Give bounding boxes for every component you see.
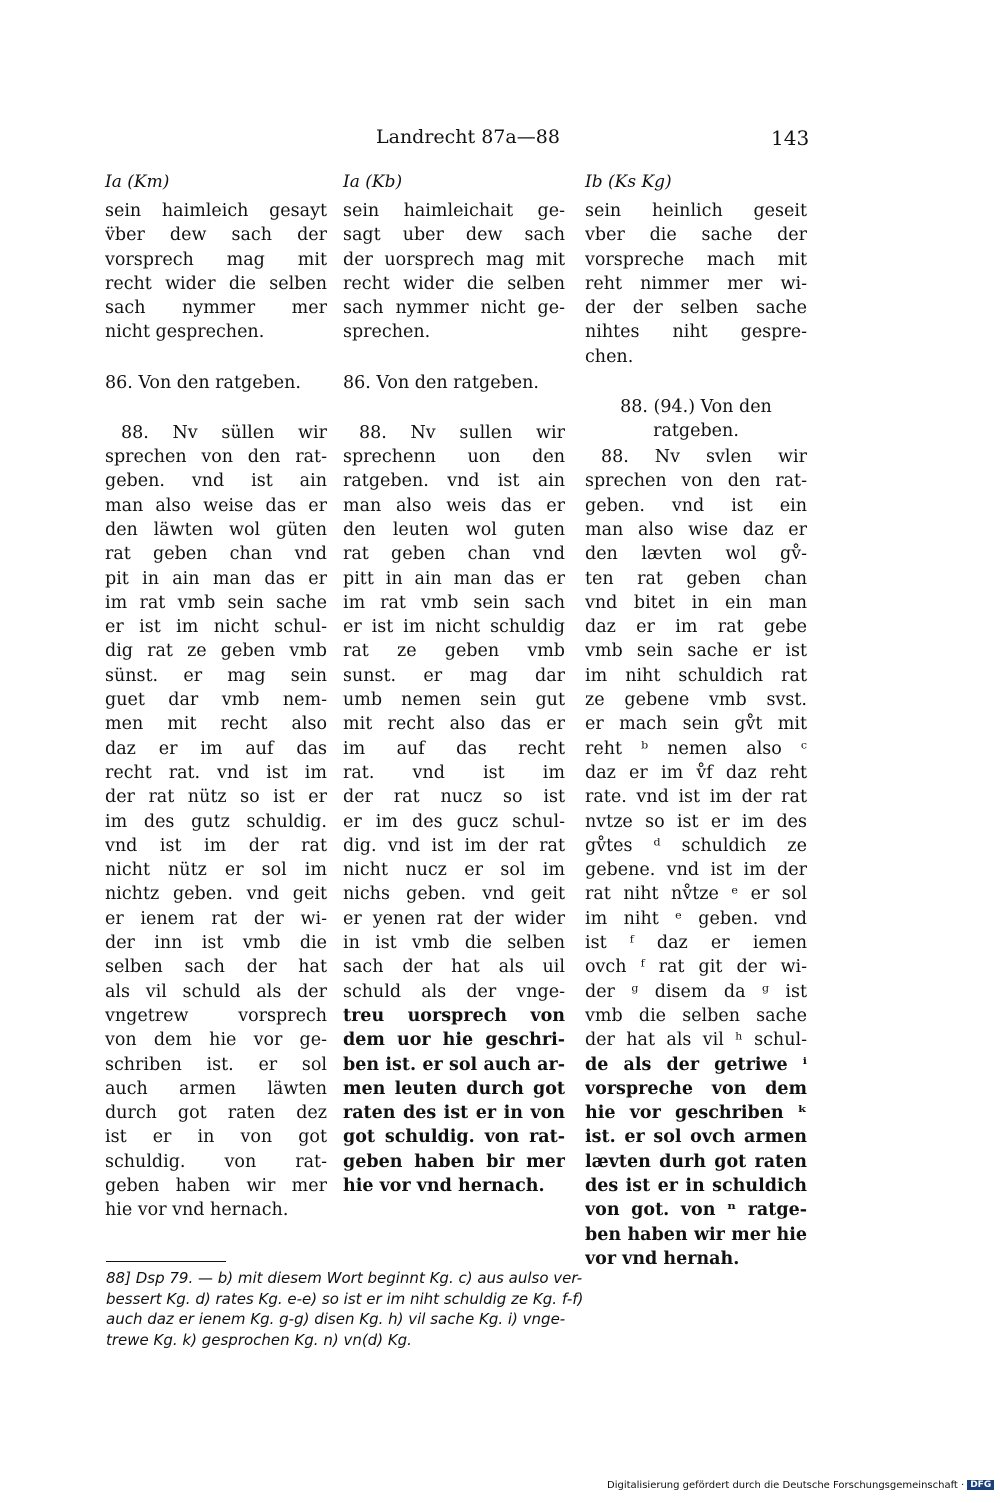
text-line: den leuten wol guten — [343, 519, 565, 540]
text-line: sach der hat als uil — [343, 957, 565, 978]
text-line: 86. Von den ratgeben. — [105, 372, 301, 393]
text-line: rat. vnd ist im — [343, 762, 565, 783]
text-line: 88. Nv süllen wir — [121, 422, 327, 443]
text-line: vnd ist im der rat — [105, 835, 327, 856]
text-line: der inn ist vmb die — [105, 933, 327, 954]
text-line: er ist im nicht schuldig — [343, 617, 565, 638]
text-line: vmb sein sache er ist — [585, 641, 807, 662]
text-line: daz er im rat gebe — [585, 617, 807, 638]
text-line: sein heinlich geseit — [585, 201, 807, 221]
text-line: sein haimleichait ge- — [343, 201, 565, 221]
text-line: geben haben bir mer — [343, 1151, 565, 1172]
text-line: v̈ber dew sach der — [105, 225, 327, 246]
text-line: sagt uber dew sach — [343, 225, 565, 246]
running-title: Landrecht 87a—88 — [376, 126, 560, 148]
text-line: nvtze so ist er im des — [585, 811, 807, 832]
text-line: daz er im v̊f daz reht — [585, 762, 807, 783]
text-line: ratgeben. vnd ist ain — [343, 471, 565, 492]
text-line: vmb die selben sache — [585, 1005, 807, 1026]
text-line: rat geben chan vnd — [105, 544, 327, 565]
text-line: schuld als der vnge- — [343, 981, 565, 1002]
text-line: nihtes niht gespre- — [585, 322, 807, 343]
text-line: sprechen von den rat- — [105, 447, 327, 468]
text-line: nichtz geben. vnd geit — [105, 884, 327, 905]
text-line: ben ist. er sol auch ar- — [343, 1054, 565, 1075]
text-line: reht ᵇ nemen also ᶜ — [585, 738, 807, 759]
text-line: geben. vnd ist ain — [105, 471, 327, 492]
text-line: ze gebene vmb svst. — [585, 690, 807, 711]
text-line: er im des gucz schul- — [343, 811, 565, 832]
text-line: pit in ain man das er — [105, 568, 327, 589]
text-line: vngetrew vorsprech — [105, 1005, 327, 1026]
dfg-credit — [607, 1480, 994, 1491]
text-line: im niht ᵉ geben. vnd — [585, 908, 807, 929]
text-line: sunst. er mag dar — [343, 665, 565, 686]
text-line: im niht schuldich rat — [585, 665, 807, 686]
text-line: treu uorsprech von — [343, 1005, 565, 1026]
text-line: vorspreche von dem — [585, 1078, 807, 1099]
text-line: ist ᶠ daz er iemen — [585, 933, 807, 954]
text-line: nicht gesprechen. — [105, 322, 265, 343]
text-line: im rat vmb sein sache — [105, 592, 327, 613]
footnote-line: auch daz er ienem Kg. g-g) disen Kg. h) vil sache Kg. i) vnge- — [106, 1310, 566, 1328]
text-line: vber die sache der — [585, 225, 807, 246]
text-line: er yenen rat der wider — [343, 908, 565, 929]
dfg-logo: DFG — [967, 1480, 994, 1490]
text-line: dig. vnd ist im der rat — [343, 835, 565, 856]
text-line: im des gutz schuldig. — [105, 811, 327, 832]
text-line: von got. von ⁿ ratge- — [585, 1200, 807, 1221]
text-line: vnd bitet in ein man — [585, 592, 807, 613]
chapter-heading — [585, 395, 807, 445]
text-line: als vil schuld als der — [105, 981, 327, 1002]
text-line: ten rat geben chan — [585, 568, 807, 589]
text-line: der ᵍ disem da ᵍ ist — [585, 981, 807, 1002]
text-line: schriben ist. er sol — [105, 1054, 327, 1075]
previous-chapter-end — [105, 199, 327, 345]
text-line: recht wider die selben — [105, 273, 327, 294]
text-line: der der selben sache — [585, 298, 807, 319]
text-line: men leuten durch got — [343, 1078, 565, 1099]
text-line: 88. (94.) Von den — [620, 397, 772, 418]
text-line: im rat vmb sein sach — [343, 592, 565, 613]
text-line: sprechen. — [343, 322, 431, 343]
text-line: de als der getriwe ⁱ — [585, 1054, 807, 1075]
chapter-body — [585, 445, 807, 1271]
text-line: recht rat. vnd ist im — [105, 762, 327, 783]
text-line: sach nymmer mer — [105, 298, 327, 319]
text-line: nicht nucz er sol im — [343, 860, 565, 881]
text-line: daz er im auf das — [105, 738, 327, 759]
text-line: 88. Nv sullen wir — [359, 422, 565, 443]
text-line: er ist im nicht schul- — [105, 617, 327, 638]
text-line: man also wise daz er — [585, 519, 807, 540]
text-line: ovch ᶠ rat git der wi- — [585, 957, 807, 978]
chapter-heading — [105, 371, 327, 421]
text-line: im auf das recht — [343, 738, 565, 759]
chapter-heading — [343, 371, 565, 421]
text-line: got schuldig. von rat- — [343, 1127, 565, 1148]
text-line: pitt in ain man das er — [343, 568, 565, 589]
page-number: 143 — [771, 126, 810, 150]
manuscript-siglum: Ia (Kb) — [343, 172, 403, 192]
text-line: rat geben chan vnd — [343, 544, 565, 565]
footnote-rule — [106, 1261, 226, 1262]
text-line: der rat nucz so ist — [343, 787, 565, 808]
manuscript-siglum: Ia (Km) — [105, 172, 170, 192]
text-line: lævten durh got raten — [585, 1151, 807, 1172]
text-line: nicht nütz er sol im — [105, 860, 327, 881]
text-line: schuldig. von rat- — [105, 1151, 327, 1172]
text-line: sprechenn uon den — [343, 447, 565, 468]
footnote-line: 88] Dsp 79. — b) mit diesem Wort beginnt Kg. c) aus aulso ver- — [106, 1269, 583, 1287]
text-line: dem uor hie geschri- — [343, 1030, 565, 1051]
text-line: sach nymmer nicht ge- — [343, 298, 565, 319]
text-line: sprechen von den rat- — [585, 471, 807, 492]
footnotes — [106, 1268, 806, 1350]
text-line: der uorsprech mag mit — [343, 249, 565, 270]
text-line: umb nemen sein gut — [343, 690, 565, 711]
text-line: rat niht nv̊tze ᵉ er sol — [585, 884, 807, 905]
text-line: man also weis das er — [343, 495, 565, 516]
text-line: von dem hie vor ge- — [105, 1030, 327, 1051]
text-line: er mach sein gv̊t mit — [585, 714, 807, 735]
text-line: gebene. vnd ist im der — [585, 860, 807, 881]
text-line: sünst. er mag sein — [105, 665, 327, 686]
text-line: ist er in von got — [105, 1127, 327, 1148]
text-line: guet dar vmb nem- — [105, 690, 327, 711]
text-line: geben haben wir mer — [105, 1175, 327, 1196]
text-line: men mit recht also — [105, 714, 327, 735]
text-line: vorspreche mach mit — [585, 249, 807, 270]
text-line: 88. Nv svlen wir — [601, 447, 807, 468]
text-line: rat ze geben vmb — [343, 641, 565, 662]
previous-chapter-end — [585, 199, 807, 369]
column-ks-kg — [585, 170, 807, 1271]
text-line: vorsprech mag mit — [105, 249, 327, 270]
text-line: ist. er sol ovch armen — [585, 1127, 807, 1148]
text-line: ben haben wir mer hie — [585, 1224, 807, 1245]
text-line: man also weise das er — [105, 495, 327, 516]
text-line: auch armen läwten — [105, 1078, 327, 1099]
text-line: vor vnd hernah. — [585, 1248, 740, 1269]
text-line: in ist vmb die selben — [343, 933, 565, 954]
text-line: sein haimleich gesayt — [105, 201, 327, 221]
text-line: mit recht also das er — [343, 714, 565, 735]
text-line: den läwten wol güten — [105, 519, 327, 540]
previous-chapter-end — [343, 199, 565, 345]
text-line: ratgeben. — [653, 421, 739, 442]
column-kb — [343, 170, 565, 1198]
footnote-line: trewe Kg. k) gesprochen Kg. n) vn(d) Kg. — [106, 1330, 412, 1349]
text-line: 86. Von den ratgeben. — [343, 372, 539, 393]
text-line: nichs geben. vnd geit — [343, 884, 565, 905]
text-line: des ist er in schuldich — [585, 1175, 807, 1196]
manuscript-siglum: Ib (Ks Kg) — [585, 172, 672, 192]
text-line: den lævten wol gv̊- — [585, 544, 807, 565]
text-line: chen. — [585, 346, 634, 367]
text-line: geben. vnd ist ein — [585, 495, 807, 516]
text-line: durch got raten dez — [105, 1103, 327, 1124]
chapter-body — [105, 421, 327, 1223]
text-line: hie vor vnd hernach. — [105, 1200, 289, 1221]
text-line: raten des ist er in von — [343, 1103, 565, 1124]
text-line: der rat nütz so ist er — [105, 787, 327, 808]
running-header — [0, 126, 1000, 156]
text-line: rate. vnd ist im der rat — [585, 787, 807, 808]
credit-text: Digitalisierung gefördert durch die Deutsche Forschungsgemeinschaft · — [607, 1480, 965, 1491]
text-line: der hat als vil ʰ schul- — [585, 1030, 807, 1051]
column-km — [105, 170, 327, 1223]
footnote-line: bessert Kg. d) rates Kg. e-e) so ist er im niht schuldig ze Kg. f-f) — [106, 1289, 584, 1308]
text-line: selben sach der hat — [105, 957, 327, 978]
text-line: reht nimmer mer wi- — [585, 273, 807, 294]
text-line: gv̊tes ᵈ schuldich ze — [585, 835, 807, 856]
text-line: recht wider die selben — [343, 273, 565, 294]
text-line: er ienem rat der wi- — [105, 908, 327, 929]
text-line: hie vor vnd hernach. — [343, 1175, 545, 1196]
chapter-body — [343, 421, 565, 1199]
text-line: dig rat ze geben vmb — [105, 641, 327, 662]
text-line: hie vor geschriben ᵏ — [585, 1103, 807, 1124]
